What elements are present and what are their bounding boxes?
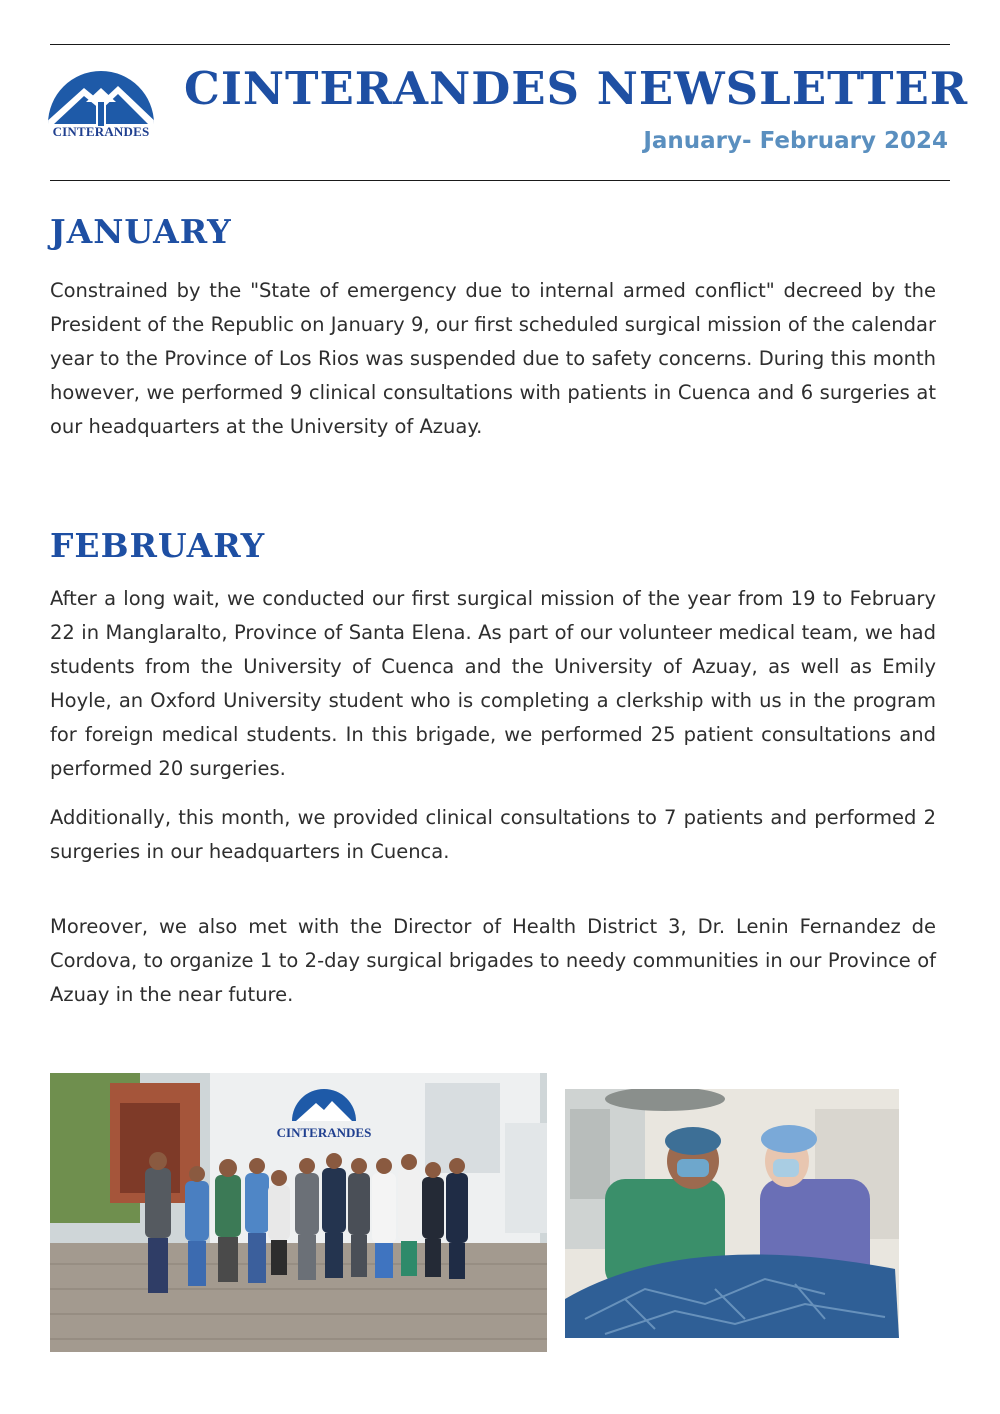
february-paragraph-mission: After a long wait, we conducted our first surgical mission of the year from 19 to February 22 in Manglaralto, Province of Santa Elena. As part of our volunteer medical team, we had students from the University of Cuenca and the University of Azuay, as well as Emily Hoyle, an Oxford University student who is completing a clerkship with us in the program for foreign medical students. In this brigade, we performed 25 patient consultations and performed 20 surgeries. [50, 587, 936, 780]
february-paragraph-meeting: Moreover, we also met with the Director of Health District 3, Dr. Lenin Fernandez de Cordova, to organize 1 to 2-day surgical brigades to needy communities in our Province of Azuay in the near future. [50, 915, 936, 1006]
february-heading: FEBRUARY [50, 526, 266, 565]
newsletter-date: January- February 2024 [643, 128, 948, 154]
january-heading: JANUARY [50, 212, 232, 251]
february-paragraph-headquarters: Additionally, this month, we provided clinical consultations to 7 patients and performed 2 surgeries in our headquarters in Cuenca. [50, 806, 936, 863]
truck-logo-text: CINTERANDES [276, 1125, 372, 1140]
january-paragraph: Constrained by the "State of emergency due to internal armed conflict" decreed by the President of the Republic on January 9, our first scheduled surgical mission of the calendar year to the Province of Los Rios was suspended due to safety concerns. During this month however, we performed 9 clinical consultations with patients in Cuenca and 6 surgeries at our headquarters at the University of Azuay. [50, 279, 936, 438]
newsletter-title: CINTERANDES NEWSLETTER [184, 62, 969, 115]
team-group-photo [50, 1073, 547, 1352]
operating-room-photo [565, 1089, 899, 1338]
header-bottom-rule [50, 180, 950, 181]
header-top-rule [50, 44, 950, 45]
logo-text: CINTERANDES [52, 124, 150, 139]
